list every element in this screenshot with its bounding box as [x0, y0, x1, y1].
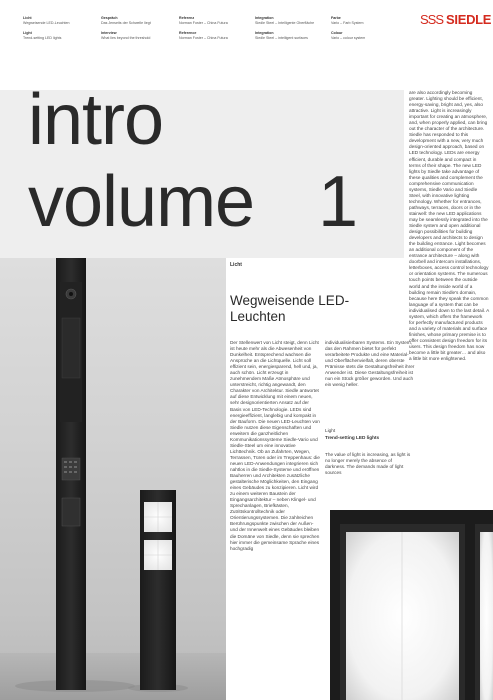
intercom-pillar-illustration	[0, 258, 226, 700]
nav-label-en: Reference	[179, 31, 197, 35]
body-text-de-col2: individualisierbaren Systems. Ein System, das den Rahmen bietet für perfekt verarbeitete Produkte und eine Material- und Oberflächenvielfalt, deren oberste Prämisse stets die Gestaltungsfreiheit ihrer Anwender ist. Diese Gestaltungsfreiheit ist nun ein Stück größer geworden. Und auch ein wenig heller.	[325, 340, 415, 388]
nav-label: Farbe	[331, 16, 341, 20]
nav-label: Referenz	[179, 16, 195, 20]
nav-label: Licht	[23, 16, 32, 20]
siedle-logo[interactable]	[420, 12, 491, 27]
nav-label-en: Light	[23, 31, 32, 35]
nav-label: Integration	[255, 16, 274, 20]
body-text-en-col2: are also accordingly becoming greater. Lighting should be efficient, energy-saving, bright and, yes, also attractive. Light is increasingly important for creating an atmosphere, and, when properly applied, can bring out the character of the architecture. Siedle has responded to this development with a new, very much design-oriented approach, based on LED technology. LEDs are energy efficient, durable and compact in terms of their shape. The new LED lights by Siedle take advantage of these qualities and complement the comprehensive communication systems, Siedle Vario and Siedle Steel, with innovative lighting technology. Whether for entrances, pathways, terraces, doors or in the stairwell: the new LED applications may be seamlessly integrated into the Siedle system and open additional design possibilities for building developers and architects to design the building entrance. Light becomes an additional component of the entrance architecture – along with doorbell and intercom installations, letterboxes, access control technology or orientation systems. The numerous touch points between the outside world and the inside world of a building remain Siedle's domain, because here they speak the common language of a system that can be individualised down to the last detail. A system, which offers the framework for perfectly manufactured products and a variety of materials and surface finishes, whose primary premise is to offer consistent design freedom for its users. This design freedom has now become a little bit greater… and also a little bit more enlightened.	[409, 90, 490, 362]
nav-sub-en: Vario – colour system	[331, 36, 366, 40]
nav-label-en: Integration	[255, 31, 274, 35]
section-label: Licht	[230, 262, 242, 268]
caption-label: Light	[325, 428, 336, 433]
led-light-photo	[330, 510, 493, 700]
caption-title: Trend-setting LED lights	[325, 435, 380, 440]
body-text-en-col1: The value of light is increasing, as light is no longer merely the absence of darkness. The demands made of light sources	[325, 452, 411, 476]
product-photo	[0, 258, 226, 700]
nav-item-interview[interactable]	[101, 16, 151, 41]
nav-label-en: Colour	[331, 31, 343, 35]
led-light-illustration	[330, 510, 493, 700]
nav-sub-en: What lies beyond the threshold	[101, 36, 151, 40]
nav-sub: Das Jenseits der Schwelle liegt	[101, 21, 151, 25]
nav-sub-en: Siedle Steel – intelligent surfaces	[255, 36, 308, 40]
body-text-de-col1: Der Stellenwert von Licht steigt, denn Licht ist heute mehr als die Abwesenheit von Dunkelheit. Entsprechend wachsen die Ansprüche an die Lichtquelle. Licht soll effizient sein, energiesparend, hell und, ja, auch schön. Licht erzeugt in zunehmendem Maße Atmosphäre und unterstreicht, richtig angewandt, den Charakter von Architektur. Siedle antwortet auf diese Entwicklung mit einem neuen, sehr designorientierten Ansatz auf der Basis von LED-Technologie. LEDs sind energieeffizient, langlebig und kompakt in der Bauform. Die neuen LED-Leuchten von Siedle nutzen diese Eigenschaften und erweitern die ganzheitlichen Kommunikationssysteme Siedle-Vario und Siedle-Steel um eine innovative Lichttechnik. Ob an Zufahrten, Wegen, Terrassen, Türen oder im Treppenhaus: die neuen LED-Anwendungen integrieren sich nahtlos in die Siedle-Systeme und eröffnen Bauherren und Architekten zusätzliche gestalterische Möglichkeiten, den Eingang eines Gebäudes zu konzipieren. Licht wird zu einem weiteren Baustein der Eingangsarchitektur – neben Klingel- und Sprechanlagen, Briefkästen, Zutrittskontrolltechnik oder Orientierungssystemen. Die zahlreichen Berührungspunkte zwischen der Außen- und der Innenwelt eines Gebäudes bleiben die Domäne von Siedle, denn sie sprechen hier immer die gemeinsame Sprache eines hochgradig	[230, 340, 320, 551]
logo-name: SIEDLE	[446, 12, 492, 27]
nav-sub: Vario – Farb System	[331, 21, 364, 25]
nav-sub: Wegweisende LED-Leuchten	[23, 21, 70, 25]
nav-sub-en: Norman Foster – China Futura	[179, 36, 228, 40]
title-number: 1	[318, 162, 358, 242]
nav-item-colour[interactable]	[331, 16, 365, 41]
nav-sub: Norman Foster – China Futura	[179, 21, 228, 25]
nav-item-integration[interactable]	[255, 16, 314, 41]
title-intro: intro	[28, 80, 164, 160]
nav-label-en: Interview	[101, 31, 117, 35]
english-caption	[325, 428, 379, 441]
article-headline: Wegweisende LED-Leuchten	[230, 293, 350, 324]
title-volume: volume	[28, 162, 255, 242]
nav-sub: Siedle Steel – Intelligente Oberfläche	[255, 21, 315, 25]
nav-item-reference[interactable]	[179, 16, 228, 41]
nav-item-light[interactable]	[23, 16, 69, 41]
nav-label: Gespräch	[101, 16, 118, 20]
nav-sub-en: Trend-setting LED lights	[23, 36, 62, 40]
logo-mark: SSS	[420, 12, 444, 27]
